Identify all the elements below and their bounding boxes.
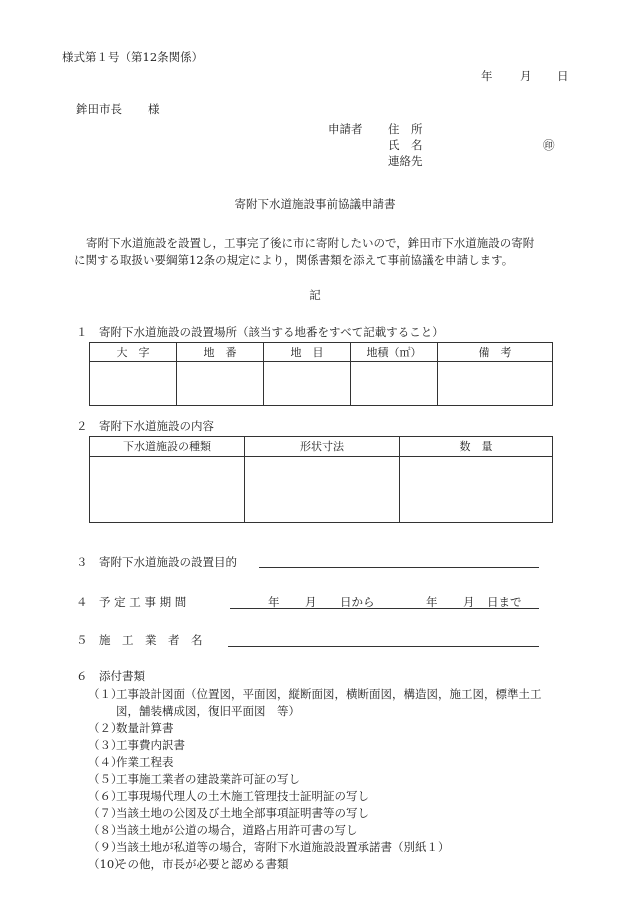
col-header-type: 下水道施設の種類 <box>90 437 245 457</box>
section1-title: １ 寄附下水道施設の設置場所（該当する地番をすべて記載すること） <box>76 325 444 339</box>
applicant-label: 申請者 <box>328 122 363 136</box>
date-month-label: 月 <box>520 69 532 83</box>
location-table-row <box>90 362 553 406</box>
cell-chiban[interactable] <box>177 362 264 406</box>
body-line-2: に関する取扱い要綱第12条の規定により，関係書類を添えて事前協議を申請します。 <box>74 253 514 267</box>
cell-type[interactable] <box>90 457 245 523</box>
col-header-chiban: 地 番 <box>177 343 264 362</box>
name-label: 氏 名 <box>388 138 423 152</box>
attachment-num-2: （２） <box>88 721 123 735</box>
section2-title: ２ 寄附下水道施設の内容 <box>76 419 214 433</box>
cell-biko[interactable] <box>438 362 553 406</box>
cell-oaza[interactable] <box>90 362 177 406</box>
document-title: 寄附下水道施設事前協議申請書 <box>234 197 396 211</box>
section6-title: ６ 添付書類 <box>76 669 145 683</box>
attachment-num-5: （５） <box>88 772 123 786</box>
attachment-num-6: （６） <box>88 789 123 803</box>
seal-mark: ㊞ <box>543 138 555 152</box>
contents-table <box>89 436 553 523</box>
period-start-day: 日から <box>340 595 375 609</box>
attachment-text-10: その他，市長が必要と認める書類 <box>116 857 289 871</box>
location-table <box>89 342 553 406</box>
cell-chiseki[interactable] <box>351 362 438 406</box>
attachment-text-6: 工事現場代理人の土木施工管理技士証明証の写し <box>116 789 369 803</box>
cell-dimensions[interactable] <box>245 457 400 523</box>
contents-table-header-row <box>90 437 553 457</box>
contractor-field-line[interactable] <box>228 646 539 647</box>
attachment-text-1: 工事設計図面（位置図，平面図，縦断面図，横断面図，構造図，施工図，標準土工 <box>116 687 542 701</box>
attachment-num-10: （10） <box>88 857 126 871</box>
body-line-1: 寄附下水道施設を設置し，工事完了後に市に寄附したいので，鉾田市下水道施設の寄附 <box>86 236 535 250</box>
col-header-quantity: 数 量 <box>400 437 553 457</box>
address-label: 住 所 <box>388 122 423 136</box>
period-end-day: 日まで <box>487 595 522 609</box>
location-table-header-row <box>90 343 553 362</box>
col-header-chimoku: 地 目 <box>264 343 351 362</box>
cell-chimoku[interactable] <box>264 362 351 406</box>
contents-table-row <box>90 457 553 523</box>
period-start-month: 月 <box>305 595 317 609</box>
attachment-text-5: 工事施工業者の建設業許可証の写し <box>116 772 300 786</box>
period-end-year: 年 <box>426 595 438 609</box>
attachment-text-1-cont: 図，舗装構成図，復旧平面図 等） <box>116 704 300 718</box>
attachment-num-7: （７） <box>88 806 123 820</box>
attachment-text-3: 工事費内訳書 <box>116 738 185 752</box>
cell-quantity[interactable] <box>400 457 553 523</box>
period-end-month: 月 <box>463 595 475 609</box>
purpose-field-line[interactable] <box>259 567 539 568</box>
col-header-biko: 備 考 <box>438 343 553 362</box>
contact-label: 連絡先 <box>388 154 423 168</box>
attachment-num-4: （４） <box>88 755 123 769</box>
addressee-name: 鉾田市長 <box>76 102 122 116</box>
col-header-dimensions: 形状寸法 <box>245 437 400 457</box>
attachment-text-8: 当該土地が公道の場合，道路占用許可書の写し <box>116 823 358 837</box>
attachment-text-7: 当該土地の公図及び土地全部事項証明書等の写し <box>116 806 369 820</box>
attachment-num-9: （９） <box>88 840 123 854</box>
attachment-text-4: 作業工程表 <box>116 755 174 769</box>
attachment-num-3: （３） <box>88 738 123 752</box>
attachment-text-2: 数量計算書 <box>116 721 174 735</box>
col-header-oaza: 大 字 <box>90 343 177 362</box>
period-start-year: 年 <box>268 595 280 609</box>
attachment-text-9: 当該土地が私道等の場合，寄附下水道施設設置承諾書（別紙１） <box>116 840 450 854</box>
attachment-num-8: （８） <box>88 823 123 837</box>
col-header-chiseki: 地積（㎡） <box>351 343 438 362</box>
date-day-label: 日 <box>557 69 569 83</box>
addressee-honorific: 様 <box>148 102 160 116</box>
date-year-label: 年 <box>481 69 493 83</box>
section3-title: ３ 寄附下水道施設の設置目的 <box>76 555 237 569</box>
section4-title: ４ 予 定 工 事 期 間 <box>76 595 187 609</box>
ki-heading: 記 <box>309 288 321 302</box>
period-field-line[interactable] <box>230 608 539 609</box>
attachment-num-1: （１） <box>88 687 123 701</box>
section5-title: ５ 施 工 業 者 名 <box>76 633 203 647</box>
form-number: 様式第１号（第12条関係） <box>62 50 204 64</box>
